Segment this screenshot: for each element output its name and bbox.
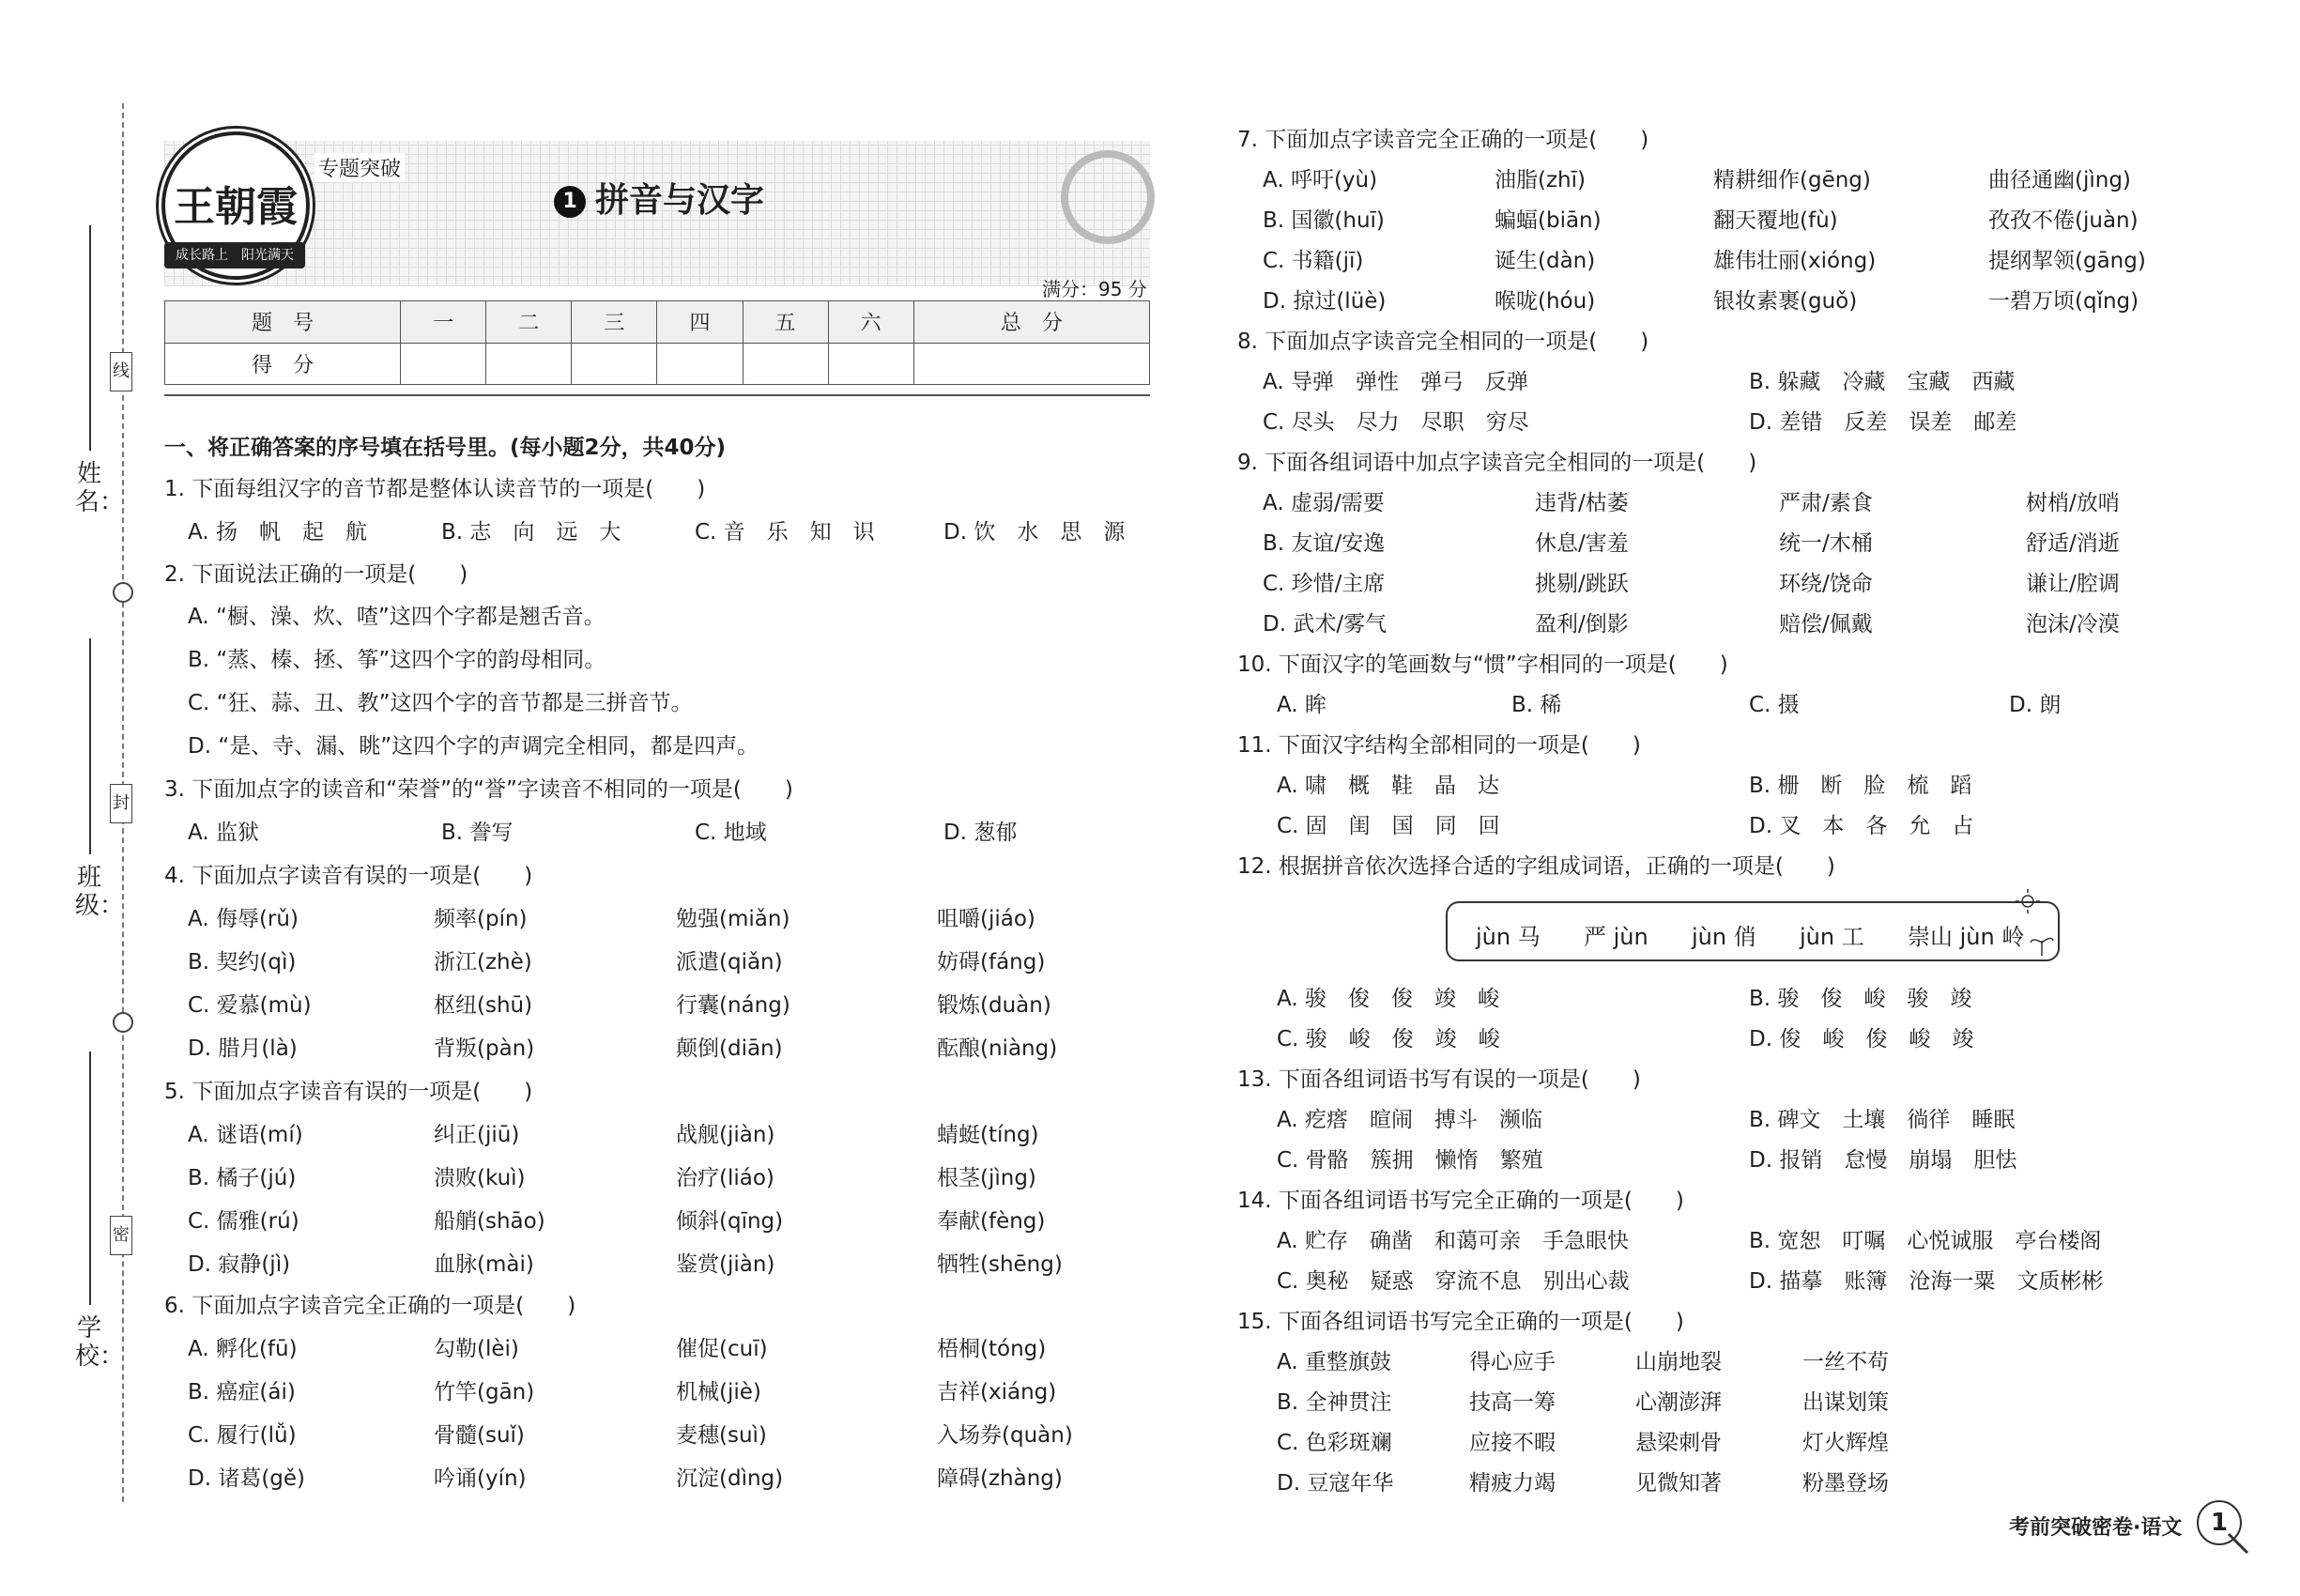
q2-option-b[interactable]: B. “蒸、榛、拯、筝”这四个字的韵母相同。 — [188, 648, 606, 672]
q5-option-d[interactable]: D. 寂静(jì) — [188, 1252, 291, 1277]
title-text: 拼音与汉字 — [595, 181, 765, 220]
q9-item: 泡沫/冷漠 — [2026, 612, 2120, 637]
binding-hole-icon — [113, 1012, 133, 1033]
cut-mark-seal: 封 — [110, 784, 132, 823]
q3-option-d[interactable]: D. 葱郁 — [943, 821, 1018, 845]
q4-item: 咀嚼(jiáo) — [937, 907, 1035, 931]
page-title — [554, 174, 764, 222]
q7-item: 精耕细作(gēng) — [1713, 168, 1871, 192]
score-head-cell: 四 — [657, 301, 743, 344]
q4-item: 枢纽(shū) — [434, 993, 533, 1018]
q9-option-c[interactable]: C. 珍惜/主席 — [1263, 572, 1386, 596]
q15-item: 出谋划策 — [1802, 1390, 1889, 1415]
score-input-cell[interactable] — [828, 343, 913, 385]
q7-item: 蝙蝠(biān) — [1495, 208, 1602, 233]
question-6-stem: 6. 下面加点字读音完全正确的一项是( ) — [164, 1294, 576, 1318]
logo-ribbon: 成长路上 阳光满天 — [164, 242, 305, 269]
question-2-stem: 2. 下面说法正确的一项是( ) — [164, 562, 468, 587]
q4-item: 派遣(qiǎn) — [676, 950, 783, 974]
q15-item: 粉墨登场 — [1802, 1471, 1889, 1496]
page-number: 1 — [2197, 1500, 2242, 1545]
q4-item: 背叛(pàn) — [434, 1036, 535, 1061]
q15-option-b[interactable]: B. 全神贯注 — [1277, 1390, 1392, 1415]
logo-text: 王朝霞 — [174, 183, 298, 231]
clock-icon — [1061, 150, 1155, 244]
q6-item: 沉淀(dìng) — [676, 1466, 784, 1491]
q9-item: 树梢/放哨 — [2026, 491, 2120, 515]
q7-item: 翻天覆地(fù) — [1713, 208, 1838, 233]
q15-item: 应接不暇 — [1469, 1431, 1556, 1455]
question-13-stem: 13. 下面各组词语书写有误的一项是( ) — [1237, 1067, 1641, 1092]
q4-item: 勉强(miǎn) — [676, 907, 790, 931]
class-field[interactable] — [89, 638, 91, 854]
table-divider — [164, 394, 1150, 396]
q8-option-a[interactable]: A. 导弹 弹性 弹弓 反弹 — [1263, 370, 1528, 394]
cut-mark-secret: 密 — [110, 1216, 132, 1255]
q6-option-c[interactable]: C. 履行(lǚ) — [188, 1423, 297, 1448]
score-input-cell[interactable] — [401, 343, 486, 385]
school-field[interactable] — [89, 1051, 91, 1305]
q9-item: 谦让/腔调 — [2026, 572, 2120, 596]
q5-option-a[interactable]: A. 谜语(mí) — [188, 1123, 303, 1147]
q9-item: 严肃/素食 — [1779, 491, 1873, 515]
q5-item: 船艄(shāo) — [434, 1209, 545, 1234]
pinyin-item: 严 jùn — [1584, 924, 1648, 950]
q11-option-b[interactable]: B. 栅 断 脸 梳 蹈 — [1749, 774, 1972, 798]
q6-item: 催促(cuī) — [676, 1337, 768, 1361]
q6-item: 梧桐(tóng) — [937, 1337, 1047, 1361]
q11-option-d[interactable]: D. 叉 本 各 允 占 — [1749, 814, 1974, 838]
q14-option-d[interactable]: D. 描摹 账簿 沧海一粟 文质彬彬 — [1749, 1269, 2104, 1294]
q9-option-a[interactable]: A. 虚弱/需要 — [1263, 491, 1385, 515]
q6-item: 竹竿(gān) — [434, 1380, 535, 1404]
q7-item: 雄伟壮丽(xióng) — [1713, 249, 1877, 273]
q7-option-a[interactable]: A. 呼吁(yù) — [1263, 168, 1378, 192]
score-input-cell[interactable] — [913, 343, 1149, 385]
q5-item: 根茎(jìng) — [937, 1166, 1036, 1190]
q5-item: 牺牲(shēng) — [937, 1252, 1063, 1277]
q15-item: 一丝不苟 — [1802, 1350, 1889, 1374]
score-input-cell[interactable] — [572, 343, 657, 385]
q1-option-c[interactable]: C. 音 乐 知 识 — [695, 520, 875, 545]
q5-option-b[interactable]: B. 橘子(jú) — [188, 1166, 297, 1190]
q13-option-b[interactable]: B. 碑文 土壤 徜徉 睡眠 — [1749, 1108, 2016, 1132]
q15-item: 心潮澎湃 — [1635, 1390, 1722, 1415]
question-12-stem: 12. 根据拼音依次选择合适的字组成词语，正确的一项是( ) — [1237, 854, 1835, 879]
footer-label: 考前突破密卷·语文 — [2009, 1516, 2183, 1540]
q15-item: 技高一筹 — [1469, 1390, 1556, 1415]
question-10-stem: 10. 下面汉字的笔画数与“惯”字相同的一项是( ) — [1237, 652, 1728, 677]
q15-option-c[interactable]: C. 色彩斑斓 — [1277, 1431, 1392, 1455]
q4-item: 颠倒(diān) — [676, 1036, 783, 1061]
q5-option-c[interactable]: C. 儒雅(rú) — [188, 1209, 299, 1234]
score-head-cell: 题 号 — [165, 301, 401, 344]
q7-option-b[interactable]: B. 国徽(huī) — [1263, 208, 1385, 233]
pinyin-box — [1446, 901, 2060, 961]
q15-item: 悬梁刺骨 — [1635, 1431, 1722, 1455]
q2-option-d[interactable]: D. “是、寺、漏、眺”这四个字的声调完全相同，都是四声。 — [188, 734, 759, 759]
title-number: 1 — [554, 186, 586, 218]
question-9-stem: 9. 下面各组词语中加点字读音完全相同的一项是( ) — [1237, 451, 1757, 475]
q14-option-c[interactable]: C. 奥秘 疑惑 穿流不息 别出心裁 — [1277, 1269, 1630, 1294]
q5-item: 治疗(liáo) — [676, 1166, 774, 1190]
q7-item: 提纲挈领(gāng) — [1988, 249, 2146, 273]
question-4-stem: 4. 下面加点字读音有误的一项是( ) — [164, 864, 533, 888]
q9-item: 赔偿/佩戴 — [1779, 612, 1873, 637]
score-head-cell: 一 — [401, 301, 486, 344]
q6-option-a[interactable]: A. 孵化(fū) — [188, 1337, 298, 1361]
q13-option-a[interactable]: A. 疙瘩 暄闹 搏斗 濒临 — [1277, 1108, 1542, 1132]
q6-item: 吟诵(yín) — [434, 1466, 527, 1491]
q7-option-c[interactable]: C. 书籍(jī) — [1263, 249, 1364, 273]
question-1-stem: 1. 下面每组汉字的音节都是整体认读音节的一项是( ) — [164, 477, 706, 501]
binding-hole-icon — [113, 582, 133, 603]
q10-option-c[interactable]: C. 摄 — [1749, 693, 1800, 717]
score-table — [164, 300, 1150, 385]
q10-option-d[interactable]: D. 朗 — [2009, 693, 2062, 717]
q5-item: 战舰(jiàn) — [676, 1123, 775, 1147]
q3-option-c[interactable]: C. 地域 — [695, 821, 767, 845]
topic-tag: 专题突破 — [314, 153, 405, 182]
q1-option-a[interactable]: A. 扬 帆 起 航 — [188, 520, 367, 545]
q7-item: 诞生(dàn) — [1495, 249, 1596, 273]
q13-option-d[interactable]: D. 报销 怠慢 崩塌 胆怯 — [1749, 1148, 2017, 1173]
q4-item: 妨碍(fáng) — [937, 950, 1046, 974]
q4-option-b[interactable]: B. 契约(qì) — [188, 950, 297, 974]
question-3-stem: 3. 下面加点字的读音和“荣誉”的“誉”字读音不相同的一项是( ) — [164, 777, 793, 802]
cut-mark-line: 线 — [110, 352, 132, 391]
q9-item: 休息/害羞 — [1535, 531, 1629, 556]
q7-item: 一碧万顷(qǐng) — [1988, 289, 2139, 314]
plant-icon — [2028, 929, 2056, 958]
q6-option-b[interactable]: B. 癌症(ái) — [188, 1380, 296, 1404]
score-input-cell[interactable] — [657, 343, 743, 385]
section-heading: 一、将正确答案的序号填在括号里。(每小题2分，共40分) — [164, 436, 727, 460]
score-input-cell[interactable] — [743, 343, 828, 385]
q7-item: 曲径通幽(jìng) — [1988, 168, 2131, 192]
question-8-stem: 8. 下面加点字读音完全相同的一项是( ) — [1237, 330, 1649, 354]
q4-option-a[interactable]: A. 侮辱(rǔ) — [188, 907, 299, 931]
q1-option-b[interactable]: B. 志 向 远 大 — [441, 520, 621, 545]
pinyin-item: jùn 俏 — [1692, 924, 1756, 950]
q4-item: 行囊(náng) — [676, 993, 790, 1018]
question-5-stem: 5. 下面加点字读音有误的一项是( ) — [164, 1080, 533, 1104]
q9-item: 环绕/饶命 — [1779, 572, 1873, 596]
q15-item: 山崩地裂 — [1635, 1350, 1722, 1374]
magnifier-icon — [2225, 1530, 2253, 1558]
class-label: 班 级： — [75, 864, 127, 920]
q7-item: 油脂(zhī) — [1495, 168, 1586, 192]
q7-item: 银妆素裹(guǒ) — [1713, 289, 1858, 314]
q14-option-a[interactable]: A. 贮存 确凿 和蔼可亲 手急眼快 — [1277, 1229, 1629, 1253]
school-label: 学 校： — [75, 1314, 127, 1371]
q3-option-b[interactable]: B. 誊写 — [441, 821, 514, 845]
q15-option-d[interactable]: D. 豆寇年华 — [1277, 1471, 1394, 1496]
question-15-stem: 15. 下面各组词语书写完全正确的一项是( ) — [1237, 1310, 1684, 1334]
q9-item: 统一/木桶 — [1779, 531, 1873, 556]
sun-icon — [2009, 887, 2047, 915]
q2-option-c[interactable]: C. “狂、蒜、丑、教”这四个字的音节都是三拼音节。 — [188, 691, 693, 715]
q15-item: 得心应手 — [1469, 1350, 1556, 1374]
name-field[interactable] — [89, 225, 91, 451]
q10-option-b[interactable]: B. 稀 — [1511, 693, 1562, 717]
q13-option-c[interactable]: C. 骨骼 簇拥 懒惰 繁殖 — [1277, 1148, 1543, 1173]
q9-item: 违背/枯萎 — [1535, 491, 1629, 515]
q4-item: 酝酿(niàng) — [937, 1036, 1058, 1061]
score-head-cell: 总 分 — [913, 301, 1149, 344]
q15-item: 精疲力竭 — [1469, 1471, 1556, 1496]
q5-item: 蜻蜓(tíng) — [937, 1123, 1039, 1147]
score-row-label: 得 分 — [165, 343, 401, 385]
q15-item: 见微知著 — [1635, 1471, 1722, 1496]
q7-option-d[interactable]: D. 掠过(lüè) — [1263, 289, 1387, 314]
q4-item: 锻炼(duàn) — [937, 993, 1051, 1018]
q4-item: 频率(pín) — [434, 907, 528, 931]
q7-item: 喉咙(hóu) — [1495, 289, 1596, 314]
q2-option-a[interactable]: A. “橱、澡、炊、喳”这四个字都是翘舌音。 — [188, 605, 606, 629]
full-score: 满分：95 分 — [1042, 278, 1147, 300]
q5-item: 倾斜(qīng) — [676, 1209, 784, 1234]
question-14-stem: 14. 下面各组词语书写完全正确的一项是( ) — [1237, 1189, 1684, 1213]
q9-option-d[interactable]: D. 武术/雾气 — [1263, 612, 1388, 637]
q12-option-d[interactable]: D. 俊 峻 俊 峻 竣 — [1749, 1027, 1974, 1051]
q9-option-b[interactable]: B. 友谊/安逸 — [1263, 531, 1386, 556]
pinyin-item: jùn 马 — [1476, 924, 1541, 950]
q14-option-b[interactable]: B. 宽恕 叮嘱 心悦诚服 亭台楼阁 — [1749, 1229, 2102, 1253]
q5-item: 鉴赏(jiàn) — [676, 1252, 775, 1277]
score-input-cell[interactable] — [486, 343, 572, 385]
pinyin-item: jùn 工 — [1800, 924, 1864, 950]
q12-option-c[interactable]: C. 骏 峻 俊 竣 峻 — [1277, 1027, 1500, 1051]
q4-item: 浙江(zhè) — [434, 950, 532, 974]
q15-option-a[interactable]: A. 重整旗鼓 — [1277, 1350, 1391, 1374]
q12-option-b[interactable]: B. 骏 俊 峻 骏 竣 — [1749, 987, 1972, 1011]
q3-option-a[interactable]: A. 监狱 — [188, 821, 259, 845]
q10-option-a[interactable]: A. 眸 — [1277, 693, 1326, 717]
q6-item: 勾勒(lèi) — [434, 1337, 519, 1361]
question-11-stem: 11. 下面汉字结构全部相同的一项是( ) — [1237, 733, 1641, 758]
q1-option-d[interactable]: D. 饮 水 思 源 — [943, 520, 1126, 545]
q7-item: 孜孜不倦(juàn) — [1988, 208, 2139, 233]
q12-option-a[interactable]: A. 骏 俊 俊 竣 峻 — [1277, 987, 1499, 1011]
q4-option-c[interactable]: C. 爱慕(mù) — [188, 993, 312, 1018]
q8-option-c[interactable]: C. 尽头 尽力 尽职 穷尽 — [1263, 410, 1529, 435]
q4-option-d[interactable]: D. 腊月(là) — [188, 1036, 298, 1061]
q6-option-d[interactable]: D. 诸葛(gě) — [188, 1466, 306, 1491]
score-head-cell: 二 — [486, 301, 572, 344]
q5-item: 纠正(jiū) — [434, 1123, 520, 1147]
score-head-cell: 六 — [828, 301, 913, 344]
q6-item: 机械(jiè) — [676, 1380, 761, 1404]
q6-item: 麦穗(suì) — [676, 1423, 767, 1448]
q11-option-a[interactable]: A. 啸 概 鞋 晶 达 — [1277, 774, 1499, 798]
q15-item: 灯火辉煌 — [1802, 1431, 1889, 1455]
q5-item: 血脉(mài) — [434, 1252, 534, 1277]
q6-item: 吉祥(xiáng) — [937, 1380, 1057, 1404]
q8-option-d[interactable]: D. 差错 反差 误差 邮差 — [1749, 410, 2017, 435]
name-label: 姓 名： — [75, 460, 127, 516]
pinyin-item: 崇山 jùn 岭 — [1908, 924, 2025, 950]
q6-item: 障碍(zhàng) — [937, 1466, 1063, 1491]
q5-item: 奉献(fèng) — [937, 1209, 1046, 1234]
q8-option-b[interactable]: B. 躲藏 冷藏 宝藏 西藏 — [1749, 370, 2016, 394]
q5-item: 溃败(kuì) — [434, 1166, 526, 1190]
q9-item: 舒适/消逝 — [2026, 531, 2120, 556]
q9-item: 盈利/倒影 — [1535, 612, 1629, 637]
question-7-stem: 7. 下面加点字读音完全正确的一项是( ) — [1237, 128, 1649, 152]
q6-item: 骨髓(suǐ) — [434, 1423, 525, 1448]
score-head-cell: 三 — [572, 301, 657, 344]
q11-option-c[interactable]: C. 固 闺 国 同 回 — [1277, 814, 1500, 838]
q9-item: 挑剔/跳跃 — [1535, 572, 1629, 596]
score-head-cell: 五 — [743, 301, 828, 344]
q6-item: 入场券(quàn) — [937, 1423, 1073, 1448]
